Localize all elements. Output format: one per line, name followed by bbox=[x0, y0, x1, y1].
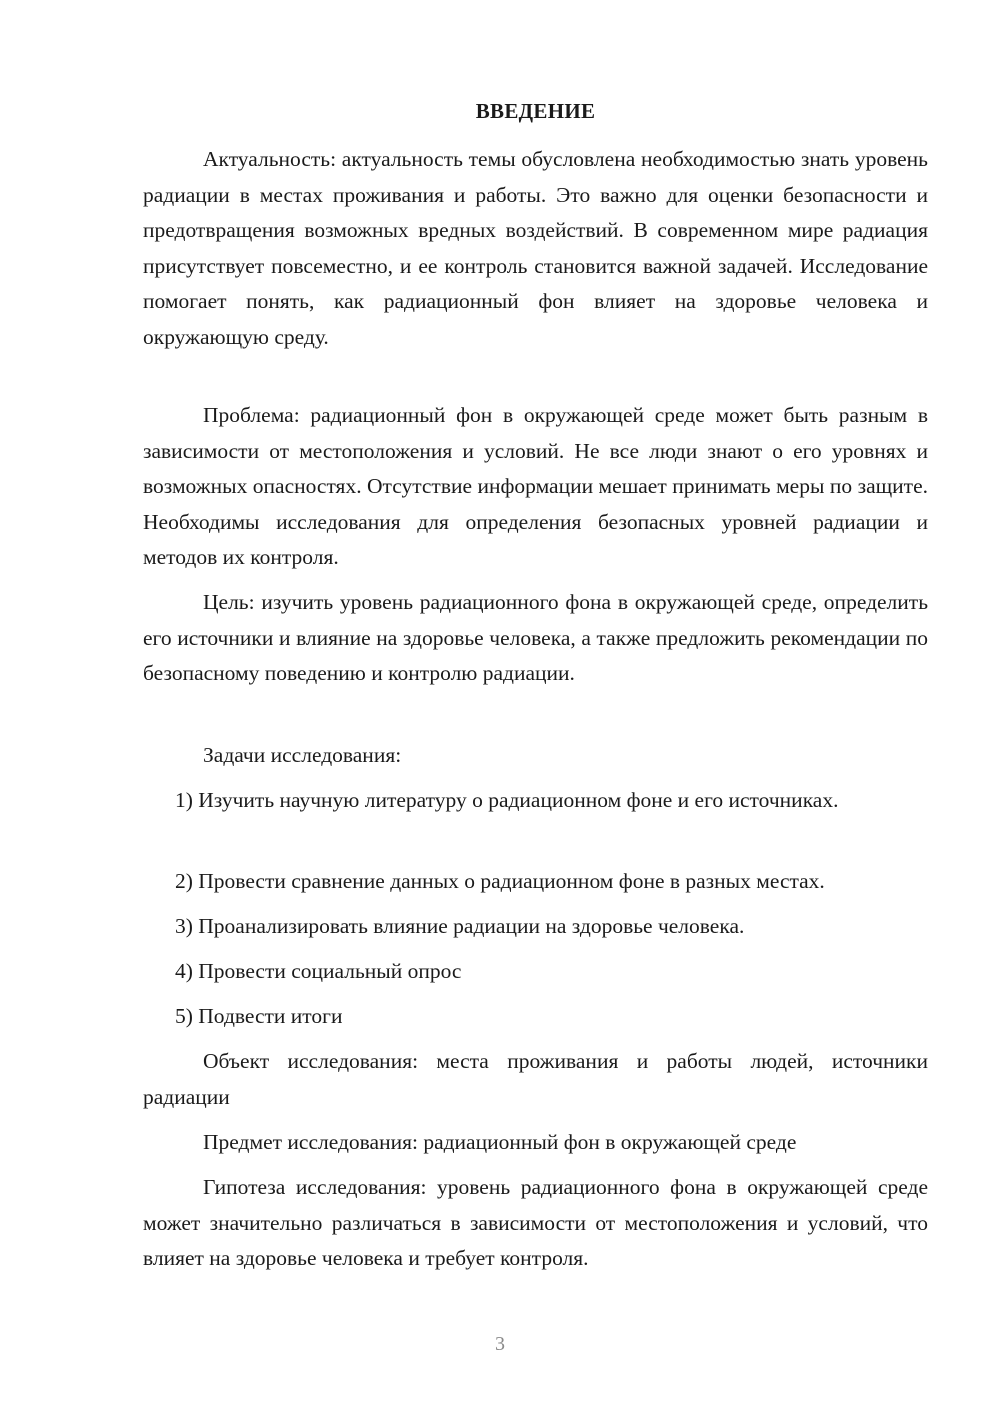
paragraph-goal: Цель: изучить уровень радиационного фона в окружающей среде, определить его источники и влияние на здоровье человека, а также предложить рекомендации по безопасному поведению и контролю радиации. bbox=[143, 590, 928, 685]
hypothesis-section bbox=[143, 1170, 928, 1277]
task-3: 3) Проанализировать влияние радиации на здоровье человека. bbox=[175, 914, 745, 938]
task-list-item bbox=[143, 954, 928, 990]
task-list-item bbox=[143, 864, 928, 900]
page-title: ВВЕДЕНИЕ bbox=[475, 99, 596, 123]
task-list-item bbox=[143, 999, 928, 1035]
paragraph-relevance: Актуальность: актуальность темы обусловлена необходимостью знать уровень радиации в местах проживания и работы. Это важно для оценки безопасности и предотвращения возможных вредных воздействий. В современном мире радиация присутствует повсеместно, и ее контроль становится важной задачей. Исследование помогает понять, как радиационный фон влияет на здоровье человека и окружающую среду. bbox=[143, 147, 928, 349]
task-list-item bbox=[143, 783, 928, 819]
task-5: 5) Подвести итоги bbox=[175, 1004, 343, 1028]
page-number: 3 bbox=[495, 1333, 505, 1355]
tasks-heading-section bbox=[143, 738, 928, 774]
paragraph-object: Объект исследования: места проживания и работы людей, источники радиации bbox=[143, 1049, 928, 1109]
task-2: 2) Провести сравнение данных о радиационном фоне в разных местах. bbox=[175, 869, 825, 893]
relevance-section bbox=[143, 142, 928, 355]
task-list-item bbox=[143, 909, 928, 945]
subject-section bbox=[143, 1125, 928, 1161]
paragraph-hypothesis: Гипотеза исследования: уровень радиационного фона в окружающей среде может значительно различаться в зависимости от местоположения и условий, что влияет на здоровье человека и требует контроля. bbox=[143, 1175, 928, 1270]
task-4: 4) Провести социальный опрос bbox=[175, 959, 462, 983]
goal-section bbox=[143, 585, 928, 692]
object-section bbox=[143, 1044, 928, 1115]
paragraph-problem: Проблема: радиационный фон в окружающей среде может быть разным в зависимости от местоположения и условий. Не все люди знают о его уровнях и возможных опасностях. Отсутствие информации мешает принимать меры по защите. Необходимы исследования для определения безопасных уровней радиации и методов их контроля. bbox=[143, 403, 928, 569]
problem-section bbox=[143, 398, 928, 576]
tasks-heading: Задачи исследования: bbox=[203, 743, 402, 767]
task-1: 1) Изучить научную литературу о радиационном фоне и его источниках. bbox=[175, 788, 839, 812]
paragraph-subject: Предмет исследования: радиационный фон в окружающей среде bbox=[203, 1130, 797, 1154]
